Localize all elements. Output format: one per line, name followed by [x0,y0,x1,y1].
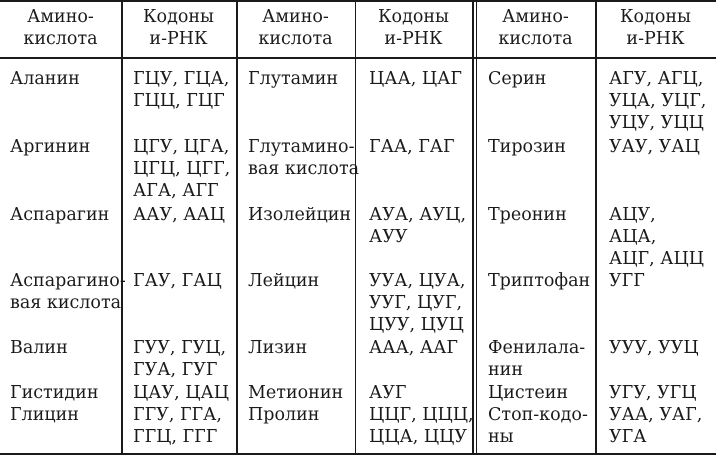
codon-list: УГГ [609,271,645,291]
codon-list: АУА, АУЦ, АУУ [369,205,467,247]
amino-name: Триптофан [488,271,591,291]
group-double-rule [476,0,477,455]
amino-name: Аргинин [10,137,91,157]
amino-name: Треонин [488,205,567,225]
amino-name: Аспарагин [10,205,110,225]
codon-list: ГЦУ, ГЦА, ГЦЦ, ГЦГ [133,69,230,111]
codon-list: УГУ, УГЦ [609,383,697,403]
amino-name: Гистидин [10,383,99,403]
amino-name: Лейцин [248,271,320,291]
codon-list: ГАУ, ГАЦ [133,271,222,291]
codon-list: ЦЦГ, ЦЦЦ, ЦЦА, ЦЦУ [369,405,474,447]
column-rule [236,0,238,455]
amino-name: Глицин [10,405,79,425]
codon-list: ГГУ, ГГА, ГГЦ, ГГГ [133,405,222,447]
codon-list: УАА, УАГ, УГА [609,405,703,447]
amino-name: Стоп-кодо- ны [488,405,588,447]
codon-list: ГУУ, ГУЦ, ГУА, ГУГ [133,338,227,380]
table-top-rule [0,0,716,2]
amino-name: Тирозин [488,137,566,157]
codon-list: ЦАУ, ЦАЦ [133,383,230,403]
header-amino-1: Амино- кислота [23,7,98,49]
header-codons-1: Кодоны и-РНК [143,7,214,49]
codon-list: ГАА, ГАГ [369,137,455,157]
amino-name: Аспарагино- вая кислота [10,271,126,313]
amino-name: Глутамин [248,69,339,89]
amino-name: Пролин [248,405,320,425]
amino-name: Лизин [248,338,308,358]
amino-name: Аланин [10,69,80,89]
header-bottom-rule [0,57,716,59]
amino-name: Фенилала- нин [488,338,586,380]
column-rule [472,0,474,455]
header-amino-2: Амино- кислота [258,7,333,49]
group-double-rule [355,0,356,455]
codon-list: УАУ, УАЦ [609,137,700,157]
amino-name: Глутамино- вая кислота [248,137,360,179]
codon-list: АУГ [369,383,407,403]
header-codons-2: Кодоны и-РНК [378,7,449,49]
codon-list: АГУ, АГЦ, УЦА, УЦГ, УЦУ, УЦЦ [609,69,707,133]
amino-name: Валин [10,338,68,358]
header-amino-3: Амино- кислота [498,7,573,49]
codon-list: ЦГУ, ЦГА, ЦГЦ, ЦГГ, АГА, АГГ [133,137,231,201]
codon-list: АЦУ, АЦА, АЦГ, АЦЦ [609,205,705,269]
amino-name: Цистеин [488,383,569,403]
header-codons-3: Кодоны и-РНК [620,7,691,49]
amino-name: Изолейцин [248,205,352,225]
codon-list: ЦАА, ЦАГ [369,69,462,89]
amino-name: Серин [488,69,547,89]
codon-list: ААУ, ААЦ [133,205,226,225]
amino-name: Метионин [248,383,344,403]
column-rule [595,0,597,455]
column-rule [121,0,123,455]
table-bottom-rule [0,453,716,455]
codon-list: УУА, ЦУА, УУГ, ЦУГ, ЦУУ, ЦУЦ [369,271,466,335]
codon-list: УУУ, УУЦ [609,338,699,358]
codon-list: ААА, ААГ [369,338,458,358]
